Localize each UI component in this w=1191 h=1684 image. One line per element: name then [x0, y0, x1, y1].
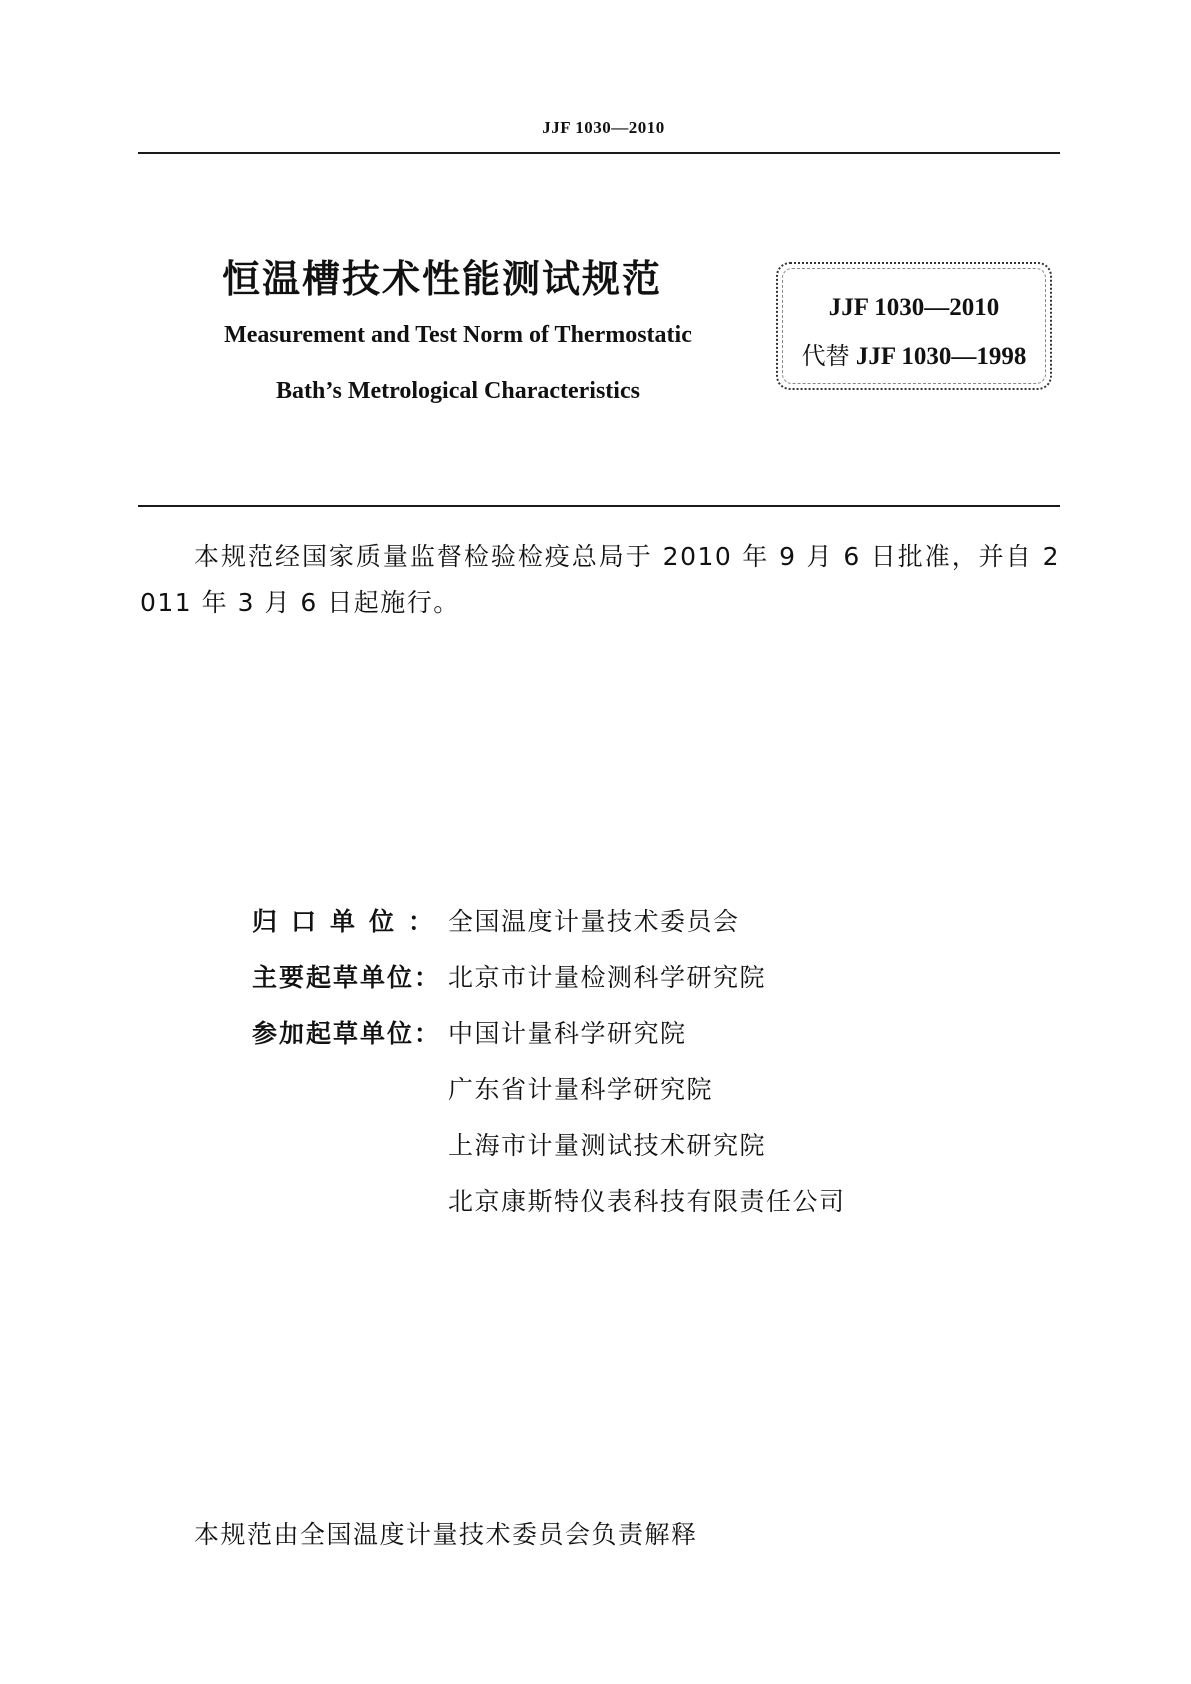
approval-statement: 本规范经国家质量监督检验检疫总局于 2010 年 9 月 6 日批准，并自 2011 年 3 月 6 日起施行。 — [140, 542, 1060, 617]
header-standard-code: JJF 1030—2010 — [542, 118, 665, 137]
header-rule — [138, 152, 1060, 154]
responsible-unit-value: 全国温度计量技术委员会 — [448, 907, 740, 936]
standard-code: JJF 1030—2010 — [828, 294, 1000, 321]
participating-unit-4: 北京康斯特仪表科技有限责任公司 — [448, 1187, 846, 1216]
participating-unit-row — [252, 1126, 766, 1162]
title-rule — [138, 505, 1060, 507]
interpretation-note: 本规范由全国温度计量技术委员会负责解释 — [194, 1520, 698, 1549]
participating-unit-row — [252, 1014, 687, 1050]
main-drafting-unit-row — [252, 958, 766, 994]
participating-unit-2: 广东省计量科学研究院 — [448, 1075, 714, 1104]
participating-unit-row — [252, 1070, 713, 1106]
main-drafting-unit-label: 主要起草单位： — [252, 963, 442, 992]
participating-unit-3: 上海市计量测试技术研究院 — [448, 1131, 767, 1160]
responsible-unit-row — [252, 902, 740, 938]
english-title-line-1: Measurement and Test Norm of Thermostatic — [224, 322, 692, 348]
standard-code-box — [776, 262, 1052, 390]
replaced-standard-code: JJF 1030—1998 — [855, 343, 1027, 370]
english-title-line-2: Bath’s Metrological Characteristics — [276, 378, 640, 404]
participating-unit-label: 参加起草单位： — [252, 1019, 442, 1048]
participating-unit-row — [252, 1182, 846, 1218]
participating-unit-1: 中国计量科学研究院 — [448, 1019, 687, 1048]
replaces-line — [778, 336, 1050, 371]
replaces-prefix: 代替 — [801, 342, 850, 370]
main-drafting-unit-value: 北京市计量检测科学研究院 — [448, 963, 767, 992]
chinese-title: 恒温槽技术性能测试规范 — [222, 257, 663, 301]
responsible-unit-label: 归口单位： — [252, 907, 448, 936]
